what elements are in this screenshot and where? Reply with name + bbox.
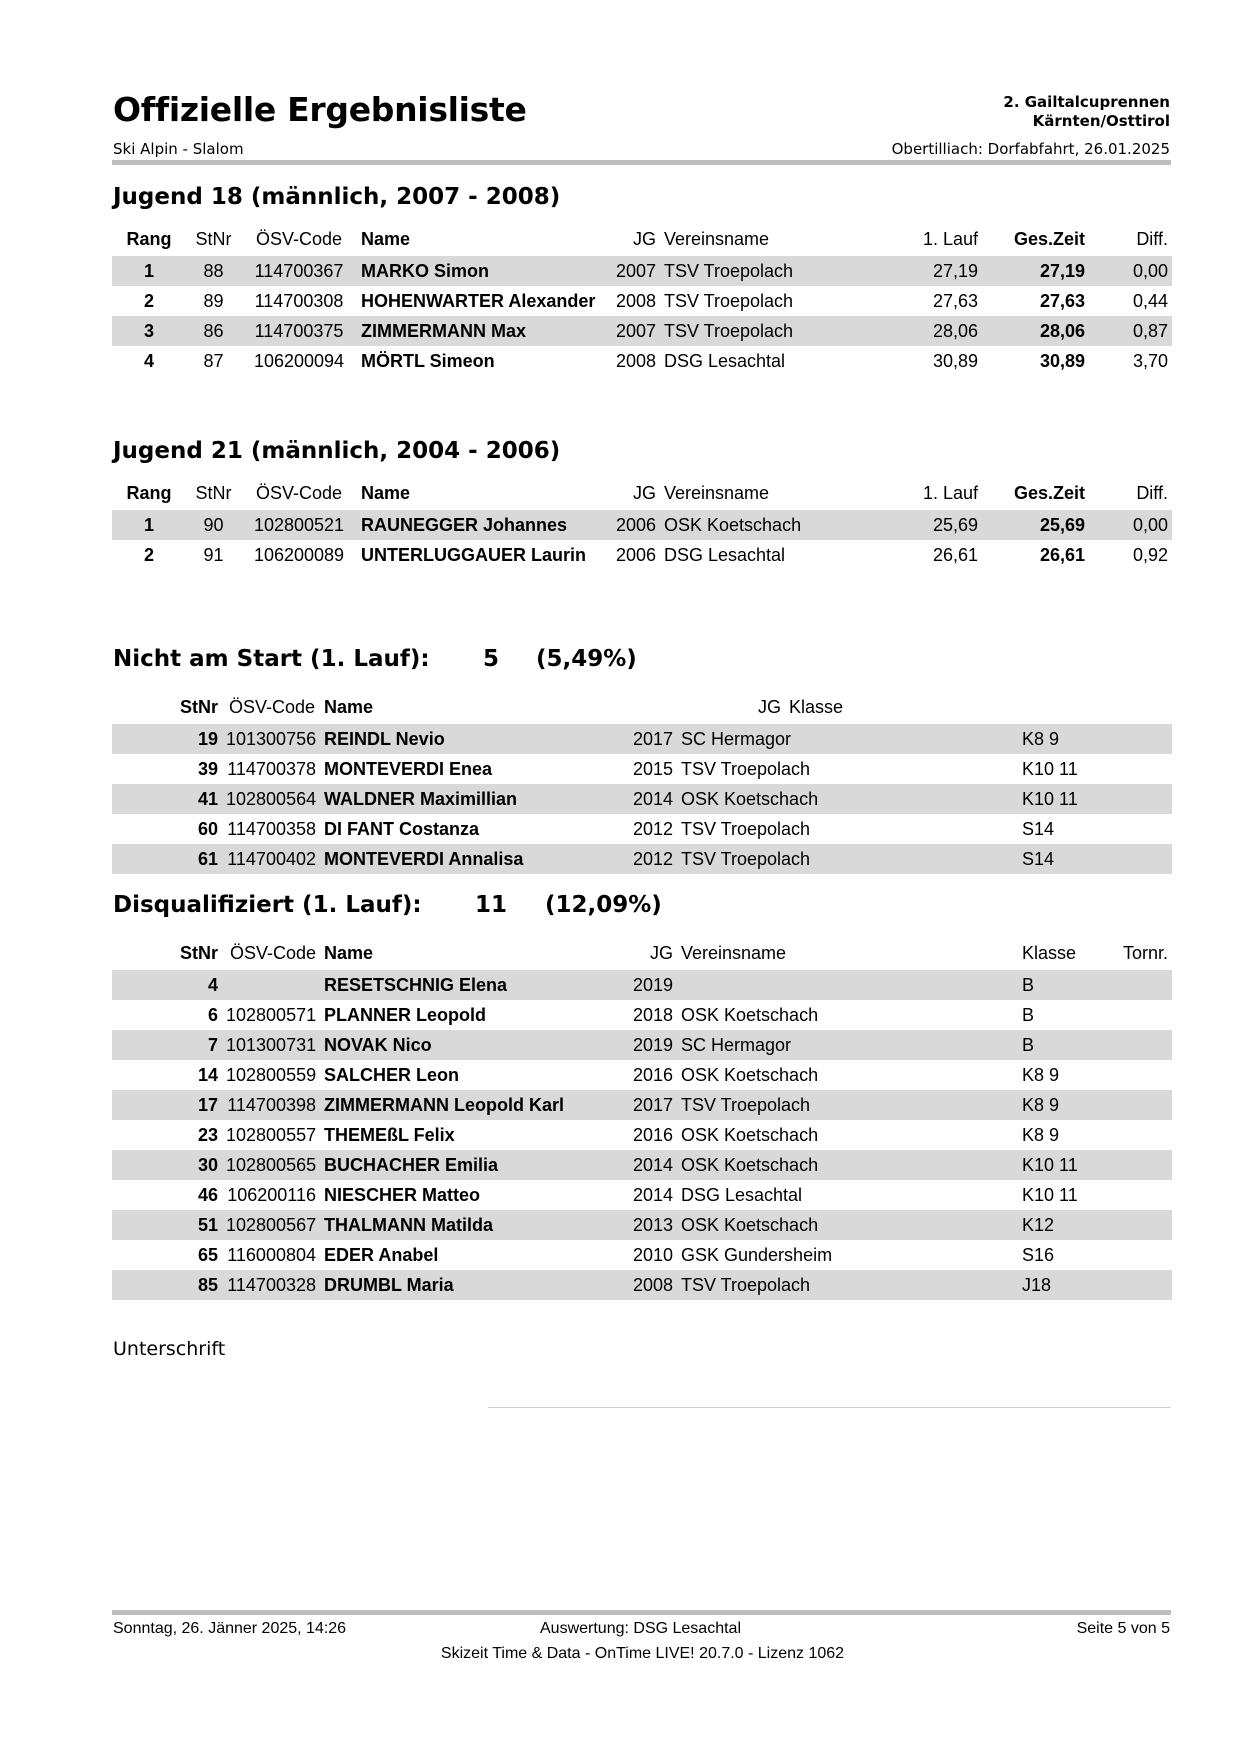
rang: 3: [112, 316, 186, 346]
jahrgang: 2012: [632, 818, 673, 839]
rang: 1: [112, 256, 186, 286]
tornr: [1118, 1150, 1172, 1180]
verein: DSG Lesachtal: [664, 350, 786, 371]
klasse: B: [1022, 1004, 1035, 1025]
col-stnr: StNr: [179, 942, 218, 963]
table-row: [112, 1270, 1172, 1300]
col-jg: JG: [757, 696, 781, 717]
verein: OSK Koetschach: [677, 1210, 1018, 1240]
table-row: [112, 256, 1172, 286]
klasse: B: [1018, 970, 1118, 1000]
stnr: 89: [203, 290, 224, 311]
total-time: 28,06: [982, 316, 1089, 346]
dns-label: Nicht am Start (1. Lauf):: [113, 646, 430, 672]
jahrgang: 2018: [632, 1004, 673, 1025]
klasse: K10 11: [1018, 1150, 1118, 1180]
athlete-name: MONTEVERDI Enea: [324, 758, 493, 779]
verein: OSK Koetschach: [681, 1124, 819, 1145]
lauf1-time: 25,69: [885, 510, 982, 540]
page-title: Offizielle Ergebnisliste: [113, 90, 527, 129]
col-verein: Vereinsname: [681, 942, 787, 963]
col-rang: Rang: [126, 228, 172, 249]
col-jg: JG: [632, 482, 656, 503]
athlete-name: BUCHACHER Emilia: [320, 1150, 620, 1180]
verein: SC Hermagor: [677, 724, 1018, 754]
results-header-row: [112, 222, 1172, 256]
signature-label: Unterschrift: [113, 1338, 226, 1360]
lauf1-time: 27,63: [932, 290, 978, 311]
col-verein: Vereinsname: [664, 228, 770, 249]
tornr: [1118, 1090, 1172, 1120]
verein: OSK Koetschach: [660, 510, 885, 540]
jahrgang: 2015: [632, 758, 673, 779]
athlete-name: DRUMBL Maria: [320, 1270, 620, 1300]
dsq-rows: [112, 970, 1172, 1300]
dns-rows: [112, 724, 1172, 874]
tornr: [1118, 970, 1172, 1000]
stnr: 51: [112, 1210, 222, 1240]
rang: 4: [143, 350, 154, 371]
col-klasse: Klasse: [789, 696, 844, 717]
dsq-title: [113, 892, 662, 918]
col-tornr: Tornr.: [1122, 942, 1168, 963]
stnr: 7: [112, 1030, 222, 1060]
jahrgang: 2007: [607, 316, 660, 346]
jahrgang: 2014: [620, 1150, 677, 1180]
col-osv-code: ÖSV-Code: [229, 942, 316, 963]
stnr: 90: [186, 510, 241, 540]
jahrgang: 2019: [620, 970, 677, 1000]
venue-date: Obertilliach: Dorfabfahrt, 26.01.2025: [891, 140, 1170, 158]
footer-page-number: Seite 5 von 5: [1076, 1620, 1170, 1637]
footer-divider: [112, 1610, 1171, 1615]
footer-evaluation: Auswertung: DSG Lesachtal: [540, 1620, 741, 1637]
klasse: K8 9: [1018, 1090, 1118, 1120]
osv-code: 114700375: [241, 316, 357, 346]
klasse: K12: [1018, 1210, 1118, 1240]
jahrgang: 2008: [615, 350, 656, 371]
athlete-name: MONTEVERDI Annalisa: [320, 844, 620, 874]
footer-software: Skizeit Time & Data - OnTime LIVE! 20.7.0 - Lizenz 1062: [440, 1645, 845, 1662]
section-title-jugend18: Jugend 18 (männlich, 2007 - 2008): [113, 184, 561, 210]
dns-percent: (5,49%): [536, 646, 637, 672]
col-osv-code: ÖSV-Code: [255, 228, 343, 249]
osv-code: 114700328: [222, 1270, 320, 1300]
lauf1-time: 27,19: [885, 256, 982, 286]
col-rang: Rang: [126, 482, 172, 503]
stnr: 19: [112, 724, 222, 754]
athlete-name: RAUNEGGER Johannes: [357, 510, 607, 540]
klasse: K10 11: [1022, 758, 1078, 779]
jahrgang: 2014: [632, 1184, 673, 1205]
table-row: [112, 784, 1172, 814]
stnr: 46: [197, 1184, 218, 1205]
tornr: [1118, 1000, 1172, 1030]
dns-title: [113, 646, 637, 672]
col-osv-code: ÖSV-Code: [228, 696, 316, 717]
col-jg: JG: [649, 942, 673, 963]
col-stnr: StNr: [179, 696, 218, 717]
verein: DSG Lesachtal: [681, 1184, 803, 1205]
athlete-name: SALCHER Leon: [324, 1064, 459, 1085]
osv-code: 101300756: [222, 724, 320, 754]
table-row: [112, 1090, 1172, 1120]
verein: OSK Koetschach: [681, 1064, 819, 1085]
col-diff: Diff.: [1136, 228, 1168, 249]
stnr: 30: [112, 1150, 222, 1180]
athlete-name: NIESCHER Matteo: [324, 1184, 481, 1205]
stnr: 91: [203, 544, 224, 565]
verein: DSG Lesachtal: [664, 544, 786, 565]
verein: TSV Troepolach: [664, 290, 794, 311]
diff: 0,87: [1089, 316, 1172, 346]
osv-code: 114700308: [254, 290, 344, 311]
verein: GSK Gundersheim: [681, 1244, 833, 1265]
table-row: [112, 540, 1172, 570]
verein: [677, 970, 1018, 1000]
osv-code: 114700358: [227, 818, 316, 839]
osv-code: 114700402: [222, 844, 320, 874]
stnr: 23: [197, 1124, 218, 1145]
verein: TSV Troepolach: [681, 818, 811, 839]
jahrgang: 2012: [620, 844, 677, 874]
total-time: 27,19: [982, 256, 1089, 286]
total-time: 26,61: [1039, 544, 1085, 565]
event-name-line2: Kärnten/Osttirol: [1032, 112, 1170, 130]
stnr: 88: [186, 256, 241, 286]
jahrgang: 2016: [632, 1124, 673, 1145]
col-osv-code: ÖSV-Code: [255, 482, 343, 503]
verein: TSV Troepolach: [677, 844, 1018, 874]
table-row: [112, 1150, 1172, 1180]
discipline-label: Ski Alpin - Slalom: [113, 140, 244, 158]
jahrgang: 2016: [632, 1064, 673, 1085]
stnr: 85: [112, 1270, 222, 1300]
tornr: [1118, 1210, 1172, 1240]
athlete-name: MÖRTL Simeon: [361, 350, 495, 371]
stnr: 4: [112, 970, 222, 1000]
table-row: [112, 316, 1172, 346]
stnr: 65: [197, 1244, 218, 1265]
table-row: [112, 1120, 1172, 1150]
signature-line: [488, 1407, 1171, 1408]
verein: TSV Troepolach: [660, 316, 885, 346]
jahrgang: 2008: [615, 290, 656, 311]
stnr: 87: [203, 350, 224, 371]
table-row: [112, 1240, 1172, 1270]
verein: OSK Koetschach: [677, 1150, 1018, 1180]
klasse: K8 9: [1022, 1124, 1060, 1145]
osv-code: [222, 970, 320, 1000]
col-gesamtzeit: Ges.Zeit: [1013, 482, 1085, 503]
results-header-row: [112, 476, 1172, 510]
athlete-name: RESETSCHNIG Elena: [320, 970, 620, 1000]
table-row: [112, 970, 1172, 1000]
col-diff: Diff.: [1136, 482, 1168, 503]
osv-code: 102800565: [222, 1150, 320, 1180]
rang: 1: [112, 510, 186, 540]
klasse: K10 11: [1018, 784, 1172, 814]
jahrgang: 2017: [620, 724, 677, 754]
event-name-line1: 2. Gailtalcuprennen: [1003, 93, 1170, 111]
klasse: S14: [1022, 818, 1055, 839]
col-gesamtzeit: Ges.Zeit: [1013, 228, 1085, 249]
lauf1-time: 26,61: [932, 544, 978, 565]
klasse: S14: [1018, 844, 1172, 874]
jahrgang: 2006: [615, 544, 656, 565]
jahrgang: 2008: [620, 1270, 677, 1300]
table-row: [112, 1000, 1172, 1030]
dns-count: 5: [483, 646, 500, 672]
athlete-name: ZIMMERMANN Leopold Karl: [320, 1090, 620, 1120]
klasse: K10 11: [1022, 1184, 1078, 1205]
table-row: [112, 286, 1172, 316]
total-time: 27,63: [1039, 290, 1085, 311]
stnr: 6: [207, 1004, 218, 1025]
athlete-name: EDER Anabel: [324, 1244, 439, 1265]
col-lauf1: 1. Lauf: [922, 228, 978, 249]
table-row: [112, 754, 1172, 784]
lauf1-time: 28,06: [885, 316, 982, 346]
dsq-percent: (12,09%): [545, 892, 662, 918]
klasse: K8 9: [1018, 724, 1172, 754]
athlete-name: UNTERLUGGAUER Laurin: [361, 544, 586, 565]
jahrgang: 2014: [620, 784, 677, 814]
dsq-header: [112, 936, 1172, 970]
osv-code: 101300731: [222, 1030, 320, 1060]
athlete-name: PLANNER Leopold: [324, 1004, 486, 1025]
stnr: 60: [197, 818, 218, 839]
table-row: [112, 1180, 1172, 1210]
diff: 0,92: [1132, 544, 1168, 565]
osv-code: 102800557: [226, 1124, 317, 1145]
osv-code: 106200094: [253, 350, 345, 371]
klasse: K8 9: [1022, 1064, 1060, 1085]
jahrgang: 2013: [620, 1210, 677, 1240]
col-name: Name: [324, 696, 374, 717]
athlete-name: NOVAK Nico: [320, 1030, 620, 1060]
tornr: [1118, 1270, 1172, 1300]
dns-header-row: [112, 690, 1172, 724]
klasse: B: [1018, 1030, 1118, 1060]
section-title-jugend21: Jugend 21 (männlich, 2004 - 2006): [113, 438, 561, 464]
col-stnr: StNr: [195, 482, 232, 503]
diff: 0,00: [1089, 510, 1172, 540]
osv-code: 102800567: [222, 1210, 320, 1240]
osv-code: 114700367: [241, 256, 357, 286]
col-verein: Vereinsname: [664, 482, 770, 503]
osv-code: 106200116: [227, 1184, 316, 1205]
athlete-name: MARKO Simon: [357, 256, 607, 286]
osv-code: 102800521: [241, 510, 357, 540]
diff: 3,70: [1132, 350, 1168, 371]
table-row: [112, 814, 1172, 844]
athlete-name: WALDNER Maximillian: [320, 784, 620, 814]
stnr: 17: [112, 1090, 222, 1120]
tornr: [1118, 1120, 1172, 1150]
dsq-header-row: [112, 936, 1172, 970]
verein: TSV Troepolach: [677, 1270, 1018, 1300]
footer-date: Sonntag, 26. Jänner 2025, 14:26: [113, 1620, 347, 1637]
rang: 2: [143, 290, 154, 311]
stnr: 61: [112, 844, 222, 874]
athlete-name: THALMANN Matilda: [320, 1210, 620, 1240]
total-time: 30,89: [1039, 350, 1085, 371]
stnr: 41: [112, 784, 222, 814]
diff: 0,00: [1089, 256, 1172, 286]
lauf1-time: 30,89: [932, 350, 978, 371]
total-time: 25,69: [982, 510, 1089, 540]
stnr: 14: [197, 1064, 218, 1085]
dsq-label: Disqualifiziert (1. Lauf):: [113, 892, 422, 918]
header-divider: [112, 160, 1171, 165]
dsq-count: 11: [475, 892, 508, 918]
dns-table: [112, 690, 1172, 724]
table-row: [112, 346, 1172, 376]
col-name: Name: [361, 228, 411, 249]
klasse: J18: [1018, 1270, 1118, 1300]
osv-code: 102800559: [226, 1064, 317, 1085]
jahrgang: 2006: [607, 510, 660, 540]
klasse: S16: [1022, 1244, 1055, 1265]
osv-code: 102800564: [222, 784, 320, 814]
tornr: [1118, 1240, 1172, 1270]
col-name: Name: [361, 482, 411, 503]
jahrgang: 2010: [632, 1244, 673, 1265]
col-stnr: StNr: [195, 228, 232, 249]
event-name: [1003, 93, 1170, 131]
table-row: [112, 1210, 1172, 1240]
table-row: [112, 510, 1172, 540]
verein: TSV Troepolach: [660, 256, 885, 286]
verein: TSV Troepolach: [681, 758, 811, 779]
athlete-name: DI FANT Costanza: [324, 818, 480, 839]
table-row: [112, 1030, 1172, 1060]
jahrgang: 2017: [620, 1090, 677, 1120]
athlete-name: HOHENWARTER Alexander: [361, 290, 596, 311]
tornr: [1118, 1180, 1172, 1210]
verein: OSK Koetschach: [677, 784, 1018, 814]
col-jg: JG: [632, 228, 656, 249]
tornr: [1118, 1030, 1172, 1060]
jahrgang: 2019: [620, 1030, 677, 1060]
diff: 0,44: [1132, 290, 1168, 311]
athlete-name: ZIMMERMANN Max: [357, 316, 607, 346]
athlete-name: REINDL Nevio: [320, 724, 620, 754]
osv-code: 114700378: [227, 758, 316, 779]
verein: SC Hermagor: [677, 1030, 1018, 1060]
table-row: [112, 844, 1172, 874]
col-lauf1: 1. Lauf: [922, 482, 978, 503]
osv-code: 102800571: [226, 1004, 317, 1025]
jahrgang: 2007: [607, 256, 660, 286]
stnr: 39: [197, 758, 218, 779]
verein: OSK Koetschach: [681, 1004, 819, 1025]
tornr: [1118, 1060, 1172, 1090]
results-table-jugend21: [112, 476, 1172, 570]
col-name: Name: [324, 942, 374, 963]
table-row: [112, 724, 1172, 754]
osv-code: 114700398: [222, 1090, 320, 1120]
col-klasse: Klasse: [1022, 942, 1077, 963]
results-table-jugend18: [112, 222, 1172, 376]
athlete-name: THEMEßL Felix: [324, 1124, 455, 1145]
rang: 2: [143, 544, 154, 565]
table-row: [112, 1060, 1172, 1090]
stnr: 86: [186, 316, 241, 346]
verein: TSV Troepolach: [677, 1090, 1018, 1120]
osv-code: 106200089: [253, 544, 345, 565]
osv-code: 116000804: [227, 1244, 316, 1265]
